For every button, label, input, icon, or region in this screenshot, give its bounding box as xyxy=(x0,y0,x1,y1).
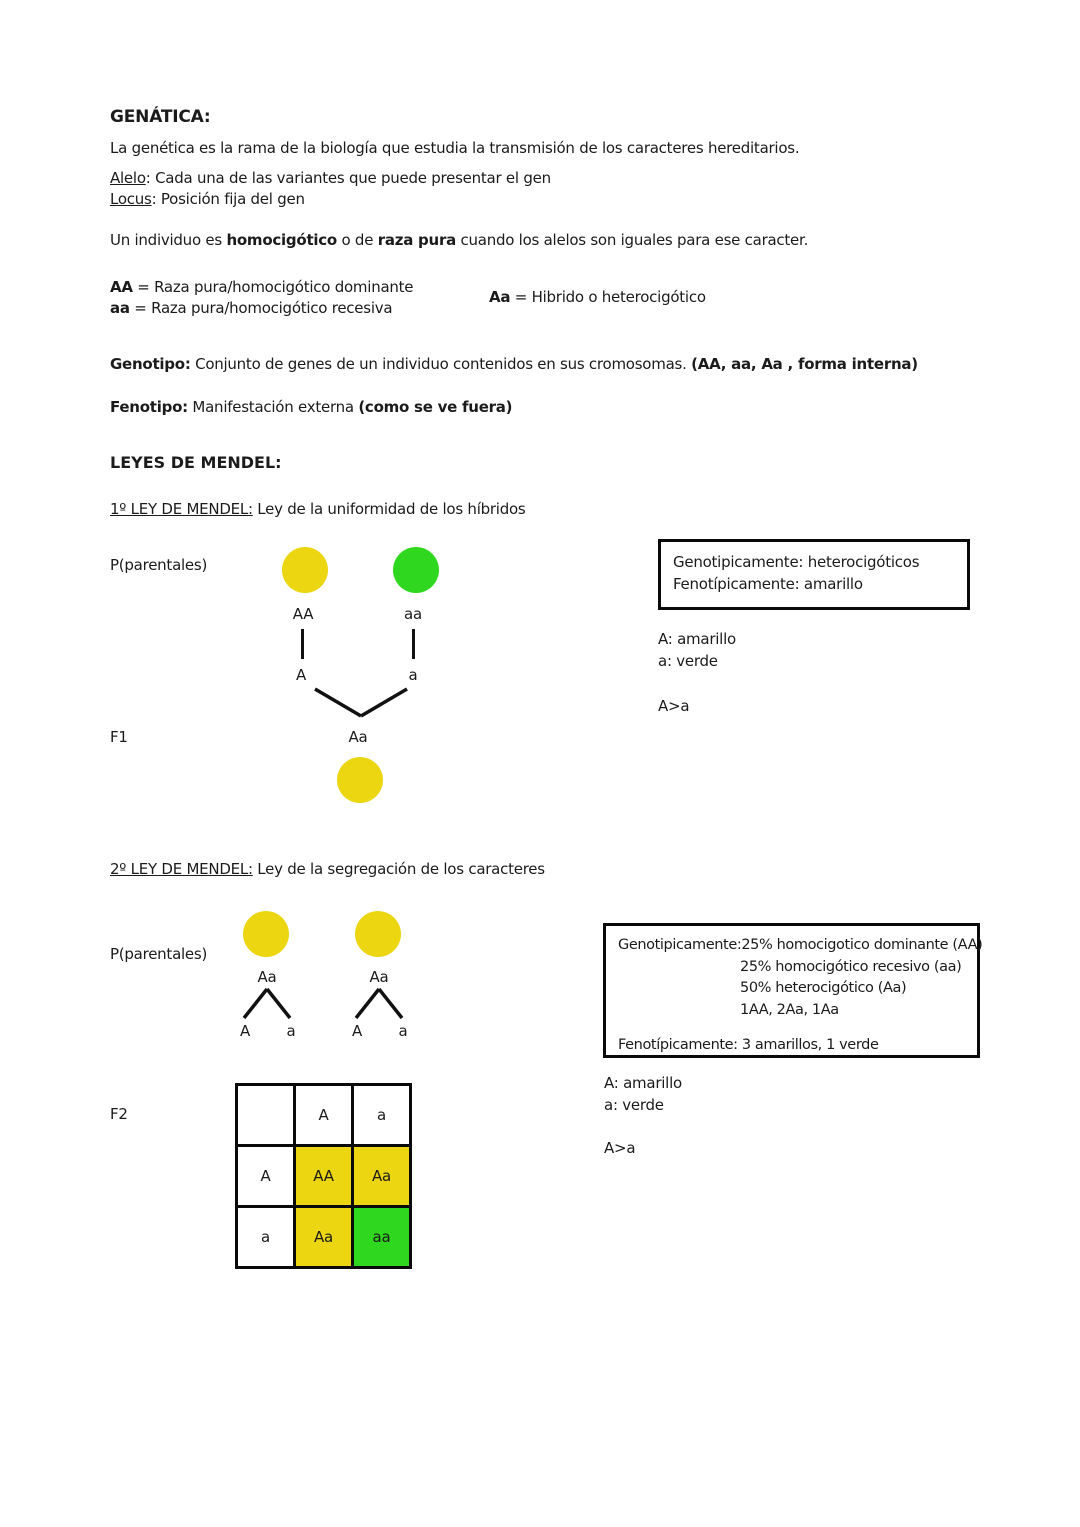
locus-definition: : Posición fija del gen xyxy=(151,190,305,208)
punnett-row xyxy=(237,1146,411,1207)
leyes-de-mendel-heading: LEYES DE MENDEL: xyxy=(110,453,282,472)
law1-cross-v-lines xyxy=(300,683,420,723)
homo-bold-1: homocigótico xyxy=(226,231,337,249)
law1-parentales-label: P(parentales) xyxy=(110,556,208,574)
law2-p2-gamete1: A xyxy=(351,1022,363,1040)
punnett-row xyxy=(237,1207,411,1268)
aa-hybrid-line xyxy=(489,288,706,306)
law2-box-spacer xyxy=(618,1021,965,1035)
aa-hybrid-def: = Hibrido o heterocigótico xyxy=(510,288,706,306)
law1-parent2-genotype: aa xyxy=(404,605,422,623)
law1-gamete2-label: a xyxy=(408,666,418,684)
fenotipo-def: Manifestación externa xyxy=(187,398,359,416)
law1-legend-dominant: A: amarillo xyxy=(658,630,736,648)
punnett-cell-Aa: Aa xyxy=(353,1146,411,1207)
law2-heading-rest: Ley de la segregación de los caracteres xyxy=(252,860,545,878)
genotipo-term: Genotipo: xyxy=(110,355,191,373)
law2-box-geno-label: Genotipicamente: xyxy=(618,937,742,953)
aa-recessive-def: = Raza pura/homocigótico recesiva xyxy=(129,299,393,317)
homo-pre: Un individuo es xyxy=(110,231,227,249)
punnett-corner-cell xyxy=(237,1085,295,1146)
punnett-row-header: A xyxy=(237,1146,295,1207)
law2-box-geno-value1: 25% homocigotico dominante (AA) xyxy=(741,937,983,953)
law2-legend-dominant: A: amarillo xyxy=(604,1074,682,1092)
aa-dominant-line xyxy=(110,278,413,296)
law1-heading-rest: Ley de la uniformidad de los híbridos xyxy=(252,500,526,518)
law1-f1-label: F1 xyxy=(110,728,128,746)
law2-legend-dominance: A>a xyxy=(604,1139,636,1157)
law1-parent2-green-circle xyxy=(393,547,439,593)
law1-legend-recessive: a: verde xyxy=(658,652,718,670)
law2-parent2-yellow-circle xyxy=(355,911,401,957)
law1-gamete1-label: A xyxy=(295,666,307,684)
punnett-header-row xyxy=(237,1085,411,1146)
law2-parent1-yellow-circle xyxy=(243,911,289,957)
law1-f1-genotype: Aa xyxy=(348,728,368,746)
law2-box-geno-line1 xyxy=(618,935,983,957)
law2-box-geno-line2: 25% homocigótico recesivo (aa) xyxy=(740,958,962,975)
aa-recessive-line xyxy=(110,299,392,317)
locus-line xyxy=(110,190,305,208)
law1-box-phenotype-line: Fenotípicamente: amarillo xyxy=(673,575,863,593)
fenotipo-line xyxy=(110,398,512,416)
intro-line xyxy=(110,139,799,157)
law2-parent2-segregation-caret xyxy=(350,984,410,1022)
law2-box-feno-line: Fenotípicamente: 3 amarillos, 1 verde xyxy=(618,1037,879,1053)
aa-hybrid-term: Aa xyxy=(489,288,511,306)
genotipo-bold-tail: (AA, aa, Aa , forma interna) xyxy=(691,355,918,373)
law1-parent1-descent-line xyxy=(301,629,304,659)
punnett-cell-aa: aa xyxy=(353,1207,411,1268)
law2-parent2-genotype: Aa xyxy=(369,968,389,986)
punnett-square xyxy=(235,1083,412,1269)
law2-parent1-genotype: Aa xyxy=(257,968,277,986)
intro-text: La genética es la rama de la biología que estudia la transmisión de los caracteres hereditarios. xyxy=(110,139,800,157)
punnett-cell-Aa: Aa xyxy=(295,1207,353,1268)
alelo-line xyxy=(110,169,551,187)
homo-mid: o de xyxy=(336,231,378,249)
law2-parent1-segregation-caret xyxy=(238,984,298,1022)
aa-recessive-term: aa xyxy=(110,299,130,317)
aa-dominant-term: AA xyxy=(110,278,133,296)
homo-bold-2: raza pura xyxy=(377,231,456,249)
law1-parent2-descent-line xyxy=(412,629,415,659)
law2-parentales-label: P(parentales) xyxy=(110,945,208,963)
punnett-col-header: a xyxy=(353,1085,411,1146)
law1-legend-dominance: A>a xyxy=(658,697,690,715)
punnett-cell-AA: AA xyxy=(295,1146,353,1207)
homozygous-line xyxy=(110,231,808,249)
law1-parent1-yellow-circle xyxy=(282,547,328,593)
genotipo-def: Conjunto de genes de un individuo contenidos en sus cromosomas. xyxy=(190,355,692,373)
fenotipo-term: Fenotipo: xyxy=(110,398,188,416)
punnett-row-header: a xyxy=(237,1207,295,1268)
law2-box-geno-line3: 50% heterocigótico (Aa) xyxy=(740,980,907,996)
law2-p2-gamete2: a xyxy=(398,1022,408,1040)
page-title: GENÁTICA: xyxy=(110,107,211,127)
law2-p1-gamete1: A xyxy=(239,1022,251,1040)
law1-parent1-genotype: AA xyxy=(292,605,314,623)
law1-heading xyxy=(110,500,525,518)
homo-post: cuando los alelos son iguales para ese caracter. xyxy=(455,231,809,249)
law2-box-geno-line4: 1AA, 2Aa, 1Aa xyxy=(740,1001,839,1018)
alelo-definition: : Cada una de las variantes que puede presentar el gen xyxy=(145,169,551,187)
law2-f2-label: F2 xyxy=(110,1105,128,1123)
aa-dominant-def: = Raza pura/homocigótico dominante xyxy=(132,278,414,296)
locus-term: Locus xyxy=(110,190,152,208)
law1-result-box xyxy=(658,539,970,610)
law2-legend-recessive: a: verde xyxy=(604,1096,664,1114)
punnett-col-header: A xyxy=(295,1085,353,1146)
genotipo-line xyxy=(110,355,918,373)
fenotipo-bold-tail: (como se ve fuera) xyxy=(358,398,513,416)
law2-heading xyxy=(110,860,545,878)
law1-f1-yellow-circle xyxy=(337,757,383,803)
law2-result-box xyxy=(603,923,983,1058)
law1-box-genotype-line: Genotipicamente: heterocigóticos xyxy=(673,553,920,571)
alelo-term: Alelo xyxy=(110,169,146,187)
law2-p1-gamete2: a xyxy=(286,1022,296,1040)
law1-heading-underlined: 1º LEY DE MENDEL: xyxy=(110,500,253,518)
law2-heading-underlined: 2º LEY DE MENDEL: xyxy=(110,860,253,878)
